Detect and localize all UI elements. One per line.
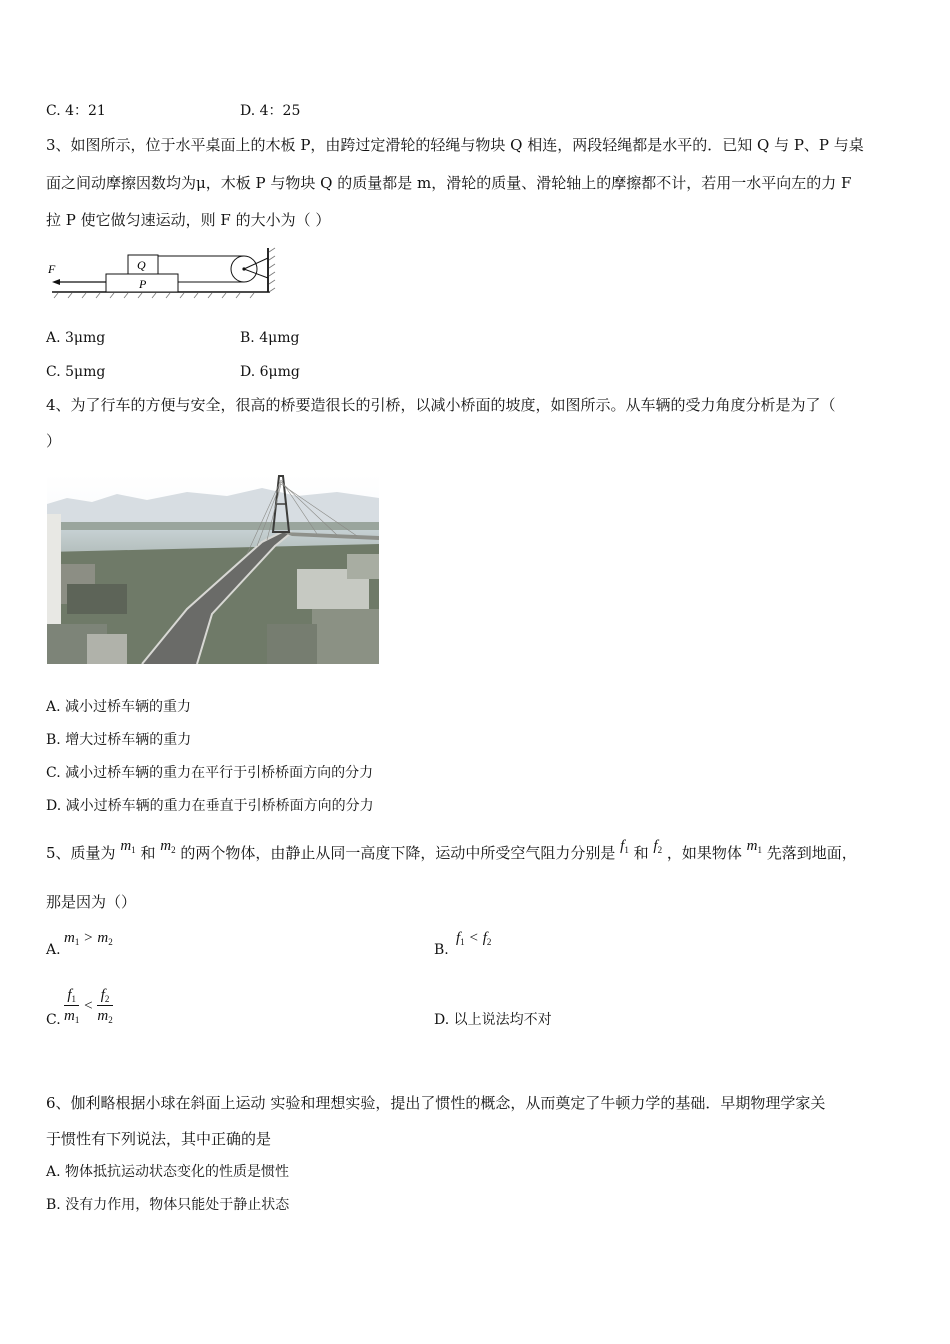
pulley-figure [44, 244, 284, 302]
q5-part3: 的两个物体，由静止从同一高度下降，运动中所受空气阻力分别是 [180, 844, 616, 862]
q3-option-c: C. 5μmg [46, 364, 106, 380]
q3-text-line1: 3、如图所示，位于水平桌面上的木板 P，由跨过定滑轮的轻绳与物块 Q 相连，两段轻绳都是水平的．已知 Q 与 P、P 与桌 [46, 136, 864, 154]
label-f: F [48, 262, 56, 276]
q5-option-b-formula: $f_1 < f_2$ [456, 930, 492, 947]
q3-text-line3: 拉 P 使它做匀速运动，则 F 的大小为（ ） [46, 211, 331, 229]
q4-option-d: D. 减小过桥车辆的重力在垂直于引桥桥面方向的分力 [46, 798, 374, 814]
q5-text-line2: 那是因为（） [46, 893, 137, 911]
math-f1: $f_1$ [620, 838, 629, 855]
math-m1: $m_1$ [120, 838, 136, 855]
building-left-tall [47, 514, 61, 624]
q5-text-line1 [46, 838, 857, 863]
q2-option-c: C. 4：21 [46, 103, 106, 119]
q5-part4: 和 [633, 844, 649, 862]
q5-option-c-formula: $\frac{f_1}{m_1}$ < $\frac{f_2}{m_2}$ [64, 987, 113, 1025]
q6-text-line1: 6、伽利略根据小球在斜面上运动 实验和理想实验，提出了惯性的概念，从而奠定了牛顿力学的基础．早期物理学家关 [46, 1094, 826, 1112]
q6-option-a: A. 物体抵抗运动状态变化的性质是惯性 [46, 1164, 290, 1180]
q5-option-a-label: A. [46, 942, 61, 958]
q5-part1: 5、质量为 [46, 844, 116, 862]
q5-option-d: D. 以上说法均不对 [434, 1012, 552, 1028]
q3-option-d: D. 6μmg [240, 364, 300, 380]
q3-option-b: B. 4μmg [240, 330, 300, 346]
bridge-photo [47, 474, 379, 664]
wall-hatch [269, 248, 275, 292]
math-m2: $m_2$ [160, 838, 176, 855]
q2-option-d: D. 4：25 [240, 103, 301, 119]
math-f2: $f_2$ [653, 838, 663, 855]
q4-option-b: B. 增大过桥车辆的重力 [46, 732, 192, 748]
ground-hatch [54, 293, 254, 298]
q4-text-line1: 4、为了行车的方便与安全，很高的桥要造很长的引桥，以减小桥面的坡度，如图所示。从车辆的受力角度分析是为了（ [46, 396, 836, 414]
q5-part6: 先落到地面， [766, 844, 857, 862]
q5-part2: 和 [140, 844, 156, 862]
q6-option-b: B. 没有力作用，物体只能处于静止状态 [46, 1197, 290, 1213]
q4-option-a: A. 减小过桥车辆的重力 [46, 699, 192, 715]
q5-part5: ，如果物体 [666, 844, 742, 862]
q4-text-line2: ） [46, 432, 62, 450]
q3-option-a: A. 3μmg [46, 330, 106, 346]
q5-option-a-formula: $m_1 > m_2$ [64, 930, 113, 947]
q6-text-line2: 于惯性有下列说法，其中正确的是 [46, 1130, 272, 1148]
q3-text-line2: 面之间动摩擦因数均为μ，木板 P 与物块 Q 的质量都是 m，滑轮的质量、滑轮轴上的摩擦都不计，若用一水平向左的力 F [46, 174, 852, 192]
q5-option-c-label: C. [46, 1012, 61, 1028]
label-q: Q [137, 258, 146, 272]
q5-option-b-label: B. [434, 942, 449, 958]
q4-option-c: C. 减小过桥车辆的重力在平行于引桥桥面方向的分力 [46, 765, 374, 781]
label-p: P [139, 277, 147, 291]
math-m1-again: $m_1$ [746, 838, 763, 855]
